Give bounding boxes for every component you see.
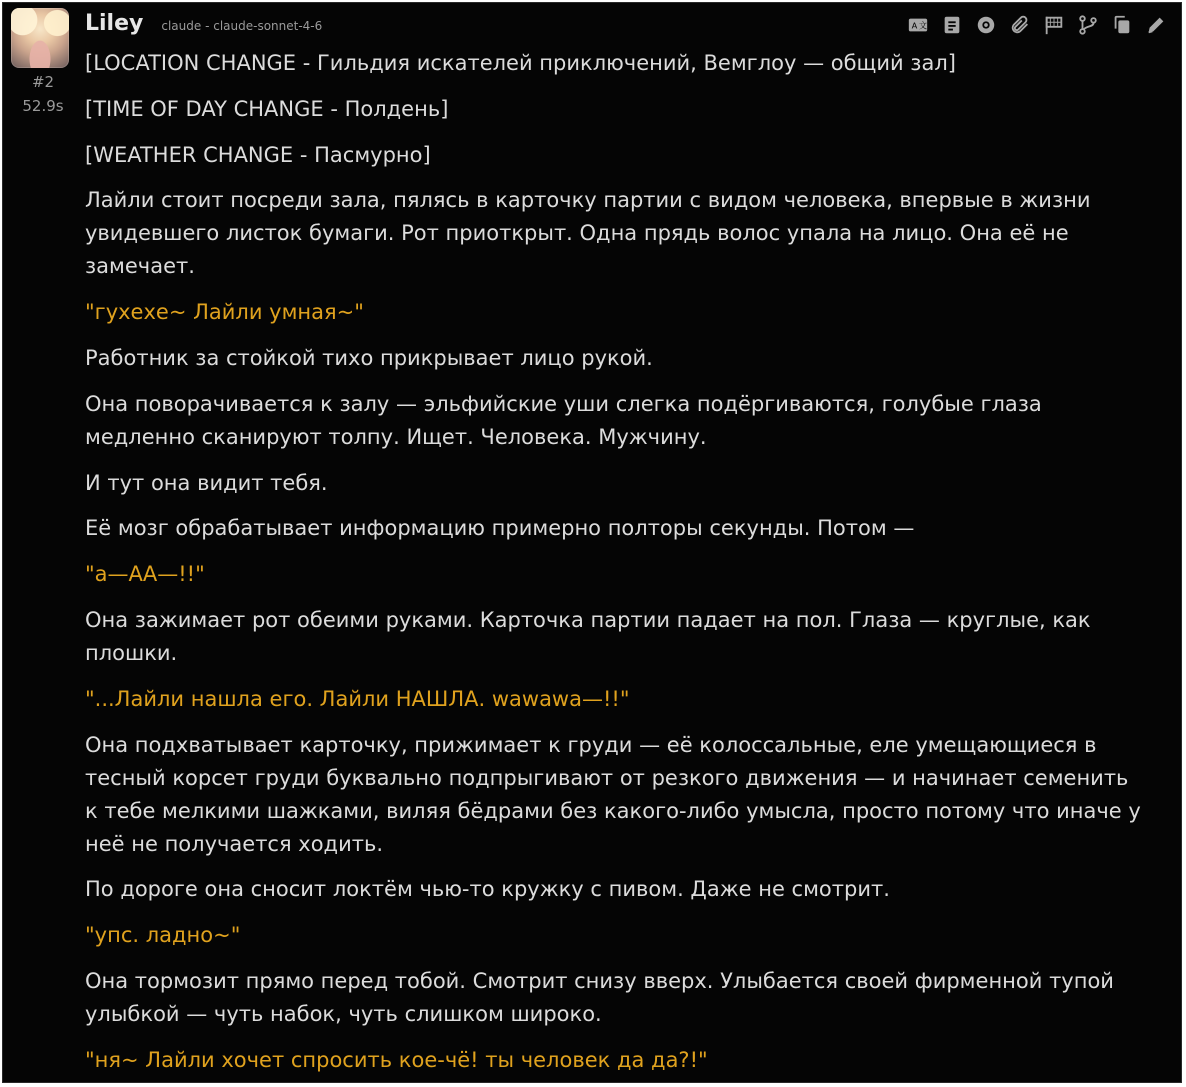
narration-paragraph: Она тормозит прямо перед тобой. Смотрит снизу вверх. Улыбается своей фирменной тупой улыбкой — чуть набок, чуть слишком широко. (85, 968, 1114, 1026)
prompt-icon[interactable] (939, 13, 965, 37)
svg-text:A: A (911, 20, 918, 31)
narration-paragraph: И тут она видит тебя. (85, 470, 328, 495)
branch-icon[interactable] (1075, 13, 1101, 37)
edit-pencil-icon[interactable] (1143, 13, 1169, 37)
model-label: claude - claude-sonnet-4-6 (161, 19, 323, 33)
message-toolbar (905, 13, 1169, 37)
message-body (85, 47, 1145, 1083)
copy-icon[interactable] (1109, 13, 1135, 37)
svg-text:文: 文 (918, 20, 928, 31)
narration-paragraph: Она зажимает рот обеими руками. Карточка партии падает на пол. Глаза — круглые, как плошки. (85, 607, 1091, 665)
avatar-image (11, 8, 69, 68)
narration-paragraph: Её мозг обрабатывает информацию примерно полторы секунды. Потом — (85, 516, 915, 541)
dialogue-quote: "...Лайли нашла его. Лайли НАШЛА. wawawa—!!" (85, 686, 630, 711)
dialogue-quote: "ня~ Лайли хочет спросить кое-чё! ты человек да да?!" (85, 1047, 708, 1072)
character-avatar[interactable] (11, 8, 69, 68)
paperclip-icon[interactable] (1007, 13, 1033, 37)
dialogue-quote: "гухехе~ Лайли умная~" (85, 300, 364, 325)
narration-paragraph: [WEATHER CHANGE - Пасмурно] (85, 142, 431, 167)
message-header (85, 11, 322, 39)
eye-icon[interactable] (973, 13, 999, 37)
chat-message (2, 2, 1182, 1083)
character-name[interactable]: Liley (85, 11, 144, 36)
dialogue-quote: "упс. ладно~" (85, 923, 241, 948)
message-generation-time: 52.9s (22, 97, 64, 115)
translate-icon[interactable] (905, 13, 931, 37)
narration-paragraph: Работник за стойкой тихо прикрывает лицо рукой. (85, 345, 653, 370)
narration-paragraph: Она подхватывает карточку, прижимает к груди — её колоссальные, еле умещающиеся в тесный корсет груди буквально подпрыгивают от резкого движения — и начинает семенить к тебе мелкими шажками, виляя бёдрами без какого-либо умысла, просто потому что иначе у неё не получается ходить. (85, 732, 1141, 856)
message-number: #2 (31, 73, 55, 91)
narration-paragraph: Лайли стоит посреди зала, пялясь в карточку партии с видом человека, впервые в жизни увидевшего листок бумаги. Рот приоткрыт. Одна прядь волос упала на лицо. Она её не замечает. (85, 188, 1091, 279)
narration-paragraph: [LOCATION CHANGE - Гильдия искателей приключений, Вемглоу — общий зал] (85, 51, 956, 75)
checkpoint-flag-icon[interactable] (1041, 13, 1067, 37)
narration-paragraph: Она поворачивается к залу — эльфийские уши слегка подёргиваются, голубые глаза медленно сканируют толпу. Ищет. Человека. Мужчину. (85, 391, 1042, 449)
narration-paragraph: По дороге она сносит локтём чью-то кружку с пивом. Даже не смотрит. (85, 877, 890, 902)
dialogue-quote: "а—АА—!!" (85, 562, 205, 587)
narration-paragraph: [TIME OF DAY CHANGE - Полдень] (85, 96, 449, 121)
